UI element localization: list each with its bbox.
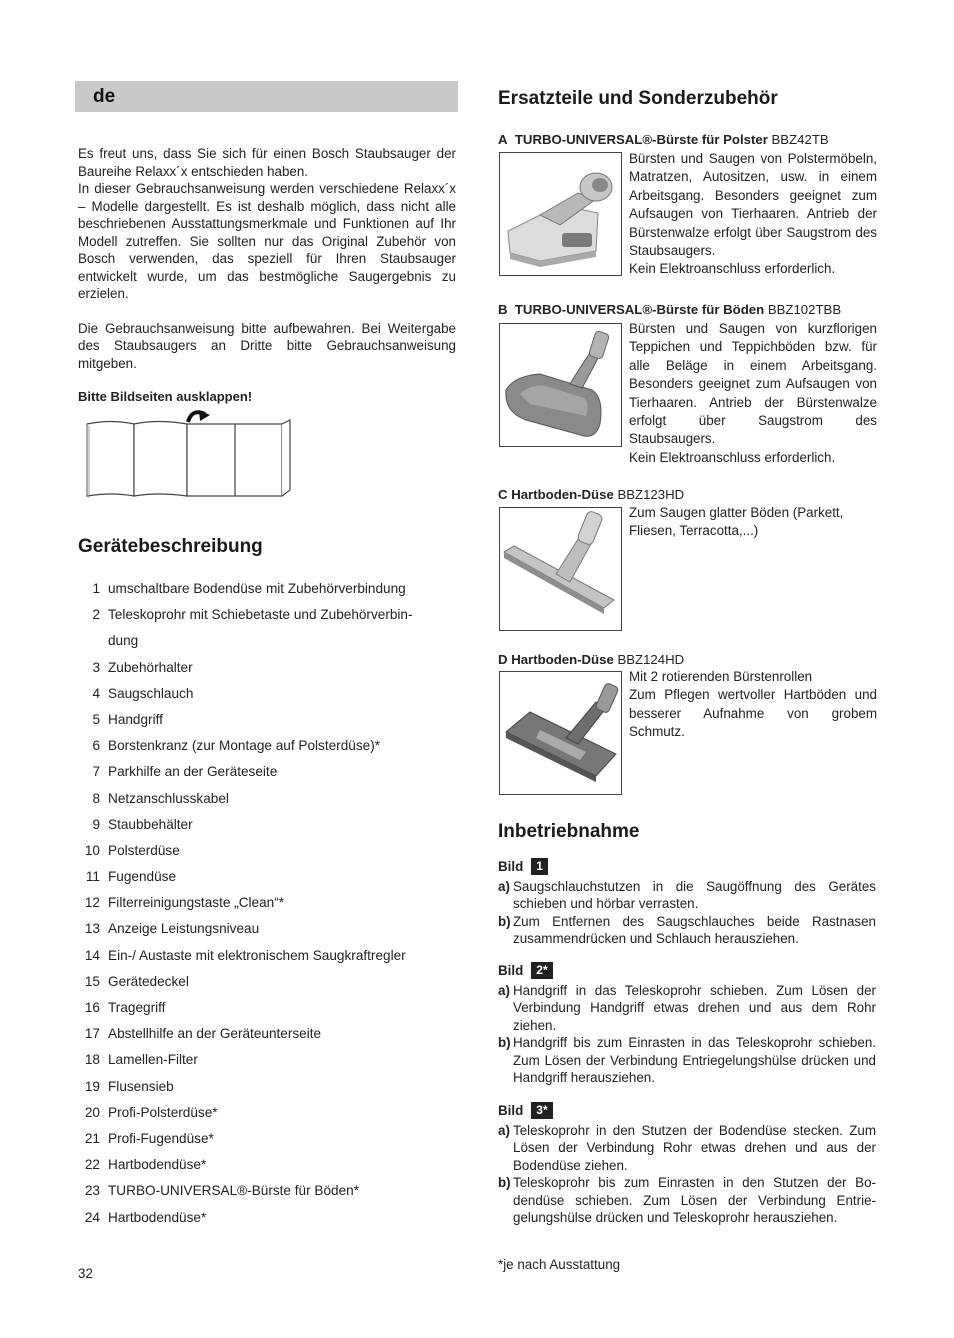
list-item	[78, 1152, 458, 1178]
list-item	[78, 576, 458, 602]
list-item-number: 5	[92, 711, 100, 727]
accessory-description: Bürsten und Saugen von Polstermöbeln, Matratzen, Autositzen, usw. in einem Arbeitsgang. Besonders geeignet zum Aufsaugen von Tierhaaren. Antrieb der Bürstenwalze erfolgt über Saugstrom des Staubsaugers.	[629, 151, 877, 259]
step-key: b)	[498, 1035, 511, 1051]
list-item	[78, 628, 458, 654]
list-item	[78, 1178, 458, 1204]
accessory-code: BBZ102TBB	[767, 302, 842, 317]
accessory-name: Hartboden-Düse	[511, 652, 614, 667]
step-key: a)	[498, 1123, 510, 1138]
list-item-number: 24	[84, 1209, 100, 1225]
list-item-text: Saugschlauch	[108, 685, 194, 701]
hard-floor-nozzle-d-picture	[500, 672, 621, 794]
accessory-code: BBZ124HD	[617, 652, 685, 667]
list-item-number: 1	[92, 581, 100, 596]
list-item	[78, 1100, 458, 1126]
list-item-text: Hartbodendüse*	[108, 1157, 207, 1173]
step-key: a)	[498, 879, 510, 894]
accessory-letter: A	[498, 132, 508, 147]
accessories-title: Ersatzteile und Sonderzubehör	[498, 88, 778, 109]
list-item-number: 16	[84, 1000, 100, 1015]
list-item-text: Tragegriff	[108, 1000, 166, 1015]
figure-word: Bild	[498, 1103, 524, 1118]
accessory-letter: C	[498, 487, 508, 502]
accessory-b-label	[498, 302, 841, 317]
step-item	[498, 878, 876, 913]
list-item-number: 21	[84, 1130, 100, 1146]
accessory-c-description	[629, 504, 877, 541]
accessory-b-image	[499, 323, 622, 447]
list-item-text: Abstellhilfe an der Geräteunterseite	[108, 1026, 322, 1042]
figure-number-badge: 2*	[531, 962, 552, 979]
list-item-text: Borstenkranz (zur Montage auf Polsterdüse)*	[108, 738, 381, 754]
list-item-text: Ein-/ Austaste mit elektronischem Saugkraftregler	[108, 947, 406, 963]
intro-paragraph-2: In dieser Gebrauchsanweisung werden verschiedene Relaxx´x – Modelle dargestellt. Es ist deshalb möglich, dass nicht alle beschriebenen Ausstattungsmerkmale und Funktionen auf Ihr Modell zutreffen. Sie sollten nur das Original Zubehör von Bosch verwenden, das speziell für Ihren Staubsauger entwickelt wurde, um das bestmögliche Saugergebnis zu erzielen.	[78, 181, 456, 301]
list-item-number: 13	[84, 921, 100, 937]
figure-word: Bild	[498, 963, 524, 978]
list-item-text: Handgriff	[108, 711, 163, 727]
folded-pages-illustration	[84, 410, 294, 502]
step-key: b)	[498, 913, 511, 929]
description-title: Gerätebeschreibung	[78, 536, 263, 557]
list-item-number: 20	[84, 1104, 100, 1120]
accessory-description: Bürsten und Saugen von kurzflorigen Teppichen und Teppichböden bzw. für alle Beläge in einem Arbeitsgang. Besonders geeignet zum Aufsaugen von Tierhaaren. Antrieb der Bürstenwalze erfolgt über Saugstrom des Staubsaugers.	[629, 321, 877, 447]
list-item-text: Staubbehälter	[108, 816, 193, 832]
list-item	[78, 969, 458, 995]
list-item-number: 10	[84, 842, 100, 858]
list-item-number: 6	[92, 738, 100, 754]
list-item	[78, 1126, 458, 1152]
accessory-c-label	[498, 487, 684, 502]
list-item-number: 12	[84, 895, 100, 911]
list-item	[78, 838, 458, 864]
list-item-number: 22	[84, 1157, 100, 1173]
list-item-number: 15	[84, 973, 100, 989]
accessory-a-label	[498, 132, 829, 147]
accessory-description: Zum Saugen glatter Böden (Parkett, Fliesen, Terracotta,...)	[629, 505, 844, 539]
accessory-code: BBZ123HD	[617, 487, 685, 502]
list-item-number: 7	[92, 764, 100, 780]
intro-paragraph-3: Die Gebrauchsanweisung bitte aufbewahren. Bei Weitergabe des Staubsaugers an Dritte bitte Gebrauchsanweisung mitgeben.	[78, 320, 456, 371]
accessory-letter: D	[498, 652, 508, 667]
accessory-name: TURBO-UNIVERSAL®-Bürste für Polster	[514, 132, 768, 147]
list-item-text: Lamellen-Filter	[108, 1052, 198, 1068]
footnote: *je nach Ausstattung	[498, 1257, 621, 1272]
step-key: b)	[498, 1175, 511, 1191]
step-text: Teleskoprohr in den Stutzen der Bodendüse stecken. Zum Lösen der Verbindung Rohr etwas drehen und aus der Bodendüse ziehen.	[513, 1123, 876, 1173]
list-item-number: 2	[92, 607, 100, 623]
device-parts-list	[78, 576, 458, 1231]
accessory-a-image	[499, 152, 622, 276]
step-text: Handgriff in das Teleskoprohr schieben. Zum Lösen der Verbindung Handgriff etwas drehen und aus dem Rohr ziehen.	[513, 983, 876, 1033]
accessory-c-image	[499, 507, 622, 631]
intro-text	[78, 145, 456, 372]
step-item	[498, 1122, 876, 1174]
list-item	[78, 681, 458, 707]
list-item-number: 14	[84, 947, 100, 963]
list-item-text: Flusensieb	[108, 1078, 174, 1094]
list-item	[78, 733, 458, 759]
list-item	[78, 812, 458, 838]
list-item-text: dung	[108, 633, 139, 649]
list-item-text: Hartbodendüse*	[108, 1209, 207, 1225]
list-item	[78, 943, 458, 969]
step-text: Handgriff bis zum Einrasten in das Teleskoprohr schieben. Zum Lösen der Verbindung Entriegelungshülse drücken und Handgriff herausziehen.	[513, 1035, 876, 1086]
list-item-text: umschaltbare Bodendüse mit Zubehörverbindung	[108, 581, 406, 596]
list-item-number: 8	[92, 790, 100, 806]
list-item-number: 17	[84, 1026, 100, 1042]
list-item-number: 18	[84, 1052, 100, 1068]
list-item-number: 3	[92, 659, 100, 675]
list-item	[78, 759, 458, 785]
figure-3-steps	[498, 1122, 876, 1226]
figure-1-label	[498, 858, 548, 875]
list-item	[78, 1205, 458, 1231]
figure-2-label	[498, 962, 553, 979]
list-item	[78, 995, 458, 1021]
step-item	[498, 1174, 876, 1226]
list-item	[78, 864, 458, 890]
accessory-d-image	[499, 671, 622, 795]
startup-title: Inbetriebnahme	[498, 821, 640, 842]
list-item-text: Polsterdüse	[108, 842, 180, 858]
list-item	[78, 786, 458, 812]
list-item-text: Profi-Polsterdüse*	[108, 1104, 218, 1120]
accessory-note: Kein Elektroanschluss erforderlich.	[629, 449, 836, 465]
list-item-number: 19	[84, 1078, 100, 1094]
figure-word: Bild	[498, 859, 524, 874]
list-item-number: 9	[92, 816, 100, 832]
fold-out-note: Bitte Bildseiten ausklappen!	[78, 389, 253, 404]
step-text: Saugschlauchstutzen in die Saugöffnung des Gerätes schieben und hörbar verrasten.	[513, 879, 876, 912]
figure-1-steps	[498, 878, 876, 948]
accessory-name: Hartboden-Düse	[511, 487, 614, 502]
list-item	[78, 655, 458, 681]
list-item-number: 11	[85, 869, 100, 885]
page-number: 32	[78, 1266, 93, 1281]
step-item	[498, 913, 876, 948]
accessory-b-description	[629, 320, 877, 467]
list-item	[78, 602, 458, 628]
list-item-text: Gerätedeckel	[108, 973, 189, 989]
intro-paragraph-1: Es freut uns, dass Sie sich für einen Bosch Staubsauger der Baureihe Relaxx´x entschieden haben.	[78, 146, 456, 179]
list-item-text: Filterreinigungstaste „Clean“*	[108, 895, 285, 911]
accessory-note: Kein Elektroanschluss erforderlich.	[629, 261, 836, 277]
list-item	[78, 1047, 458, 1073]
list-item-text: Fugendüse	[108, 869, 177, 885]
list-item-text: Parkhilfe an der Geräteseite	[108, 764, 278, 780]
list-item-text: Anzeige Leistungsniveau	[108, 921, 260, 937]
list-item	[78, 890, 458, 916]
list-item	[78, 1021, 458, 1047]
figure-2-steps	[498, 982, 876, 1086]
accessory-description: Mit 2 rotierenden Bürstenrollen	[629, 669, 813, 684]
accessory-letter: B	[498, 302, 508, 317]
accessory-note: Zum Pflegen wertvoller Hartböden und besserer Aufnahme von grobem Schmutz.	[629, 687, 877, 740]
upholstery-brush-picture	[500, 153, 621, 275]
accessory-d-description	[629, 668, 877, 742]
accessory-name: TURBO-UNIVERSAL®-Bürste für Böden	[514, 302, 765, 317]
figure-number-badge: 1	[531, 858, 548, 875]
language-label: de	[93, 86, 116, 107]
accessory-a-description	[629, 150, 877, 279]
accessory-d-label	[498, 652, 684, 667]
list-item-text: Netzanschlusskabel	[108, 790, 229, 806]
list-item-number: 23	[84, 1183, 100, 1199]
figure-3-label	[498, 1102, 553, 1119]
hard-floor-nozzle-c-picture	[500, 508, 621, 630]
list-item-number	[78, 628, 100, 654]
accessory-code: BBZ42TB	[771, 132, 829, 147]
figure-number-badge: 3*	[531, 1102, 552, 1119]
list-item	[78, 707, 458, 733]
step-item	[498, 1034, 876, 1086]
list-item	[78, 1074, 458, 1100]
step-text: Teleskoprohr bis zum Einrasten in den Stutzen der Bodendüse schieben. Zum Lösen der Verbindung Entriegelungshülse drücken und Teleskoprohr herausziehen.	[513, 1175, 876, 1226]
list-item-number: 4	[92, 685, 100, 701]
list-item-text: Teleskoprohr mit Schiebetaste und Zubehörverbin-	[108, 607, 413, 623]
list-item	[78, 916, 458, 942]
step-text: Zum Entfernen des Saugschlauches beide Rastnasen zusammendrücken und Schlauch herausziehen.	[513, 913, 876, 947]
language-bar	[75, 81, 458, 112]
list-item-text: TURBO-UNIVERSAL®-Bürste für Böden*	[108, 1183, 360, 1199]
step-item	[498, 982, 876, 1034]
step-key: a)	[498, 983, 510, 998]
list-item-text: Profi-Fugendüse*	[108, 1130, 214, 1146]
list-item-text: Zubehörhalter	[108, 659, 193, 675]
floor-turbo-brush-picture	[500, 324, 621, 446]
